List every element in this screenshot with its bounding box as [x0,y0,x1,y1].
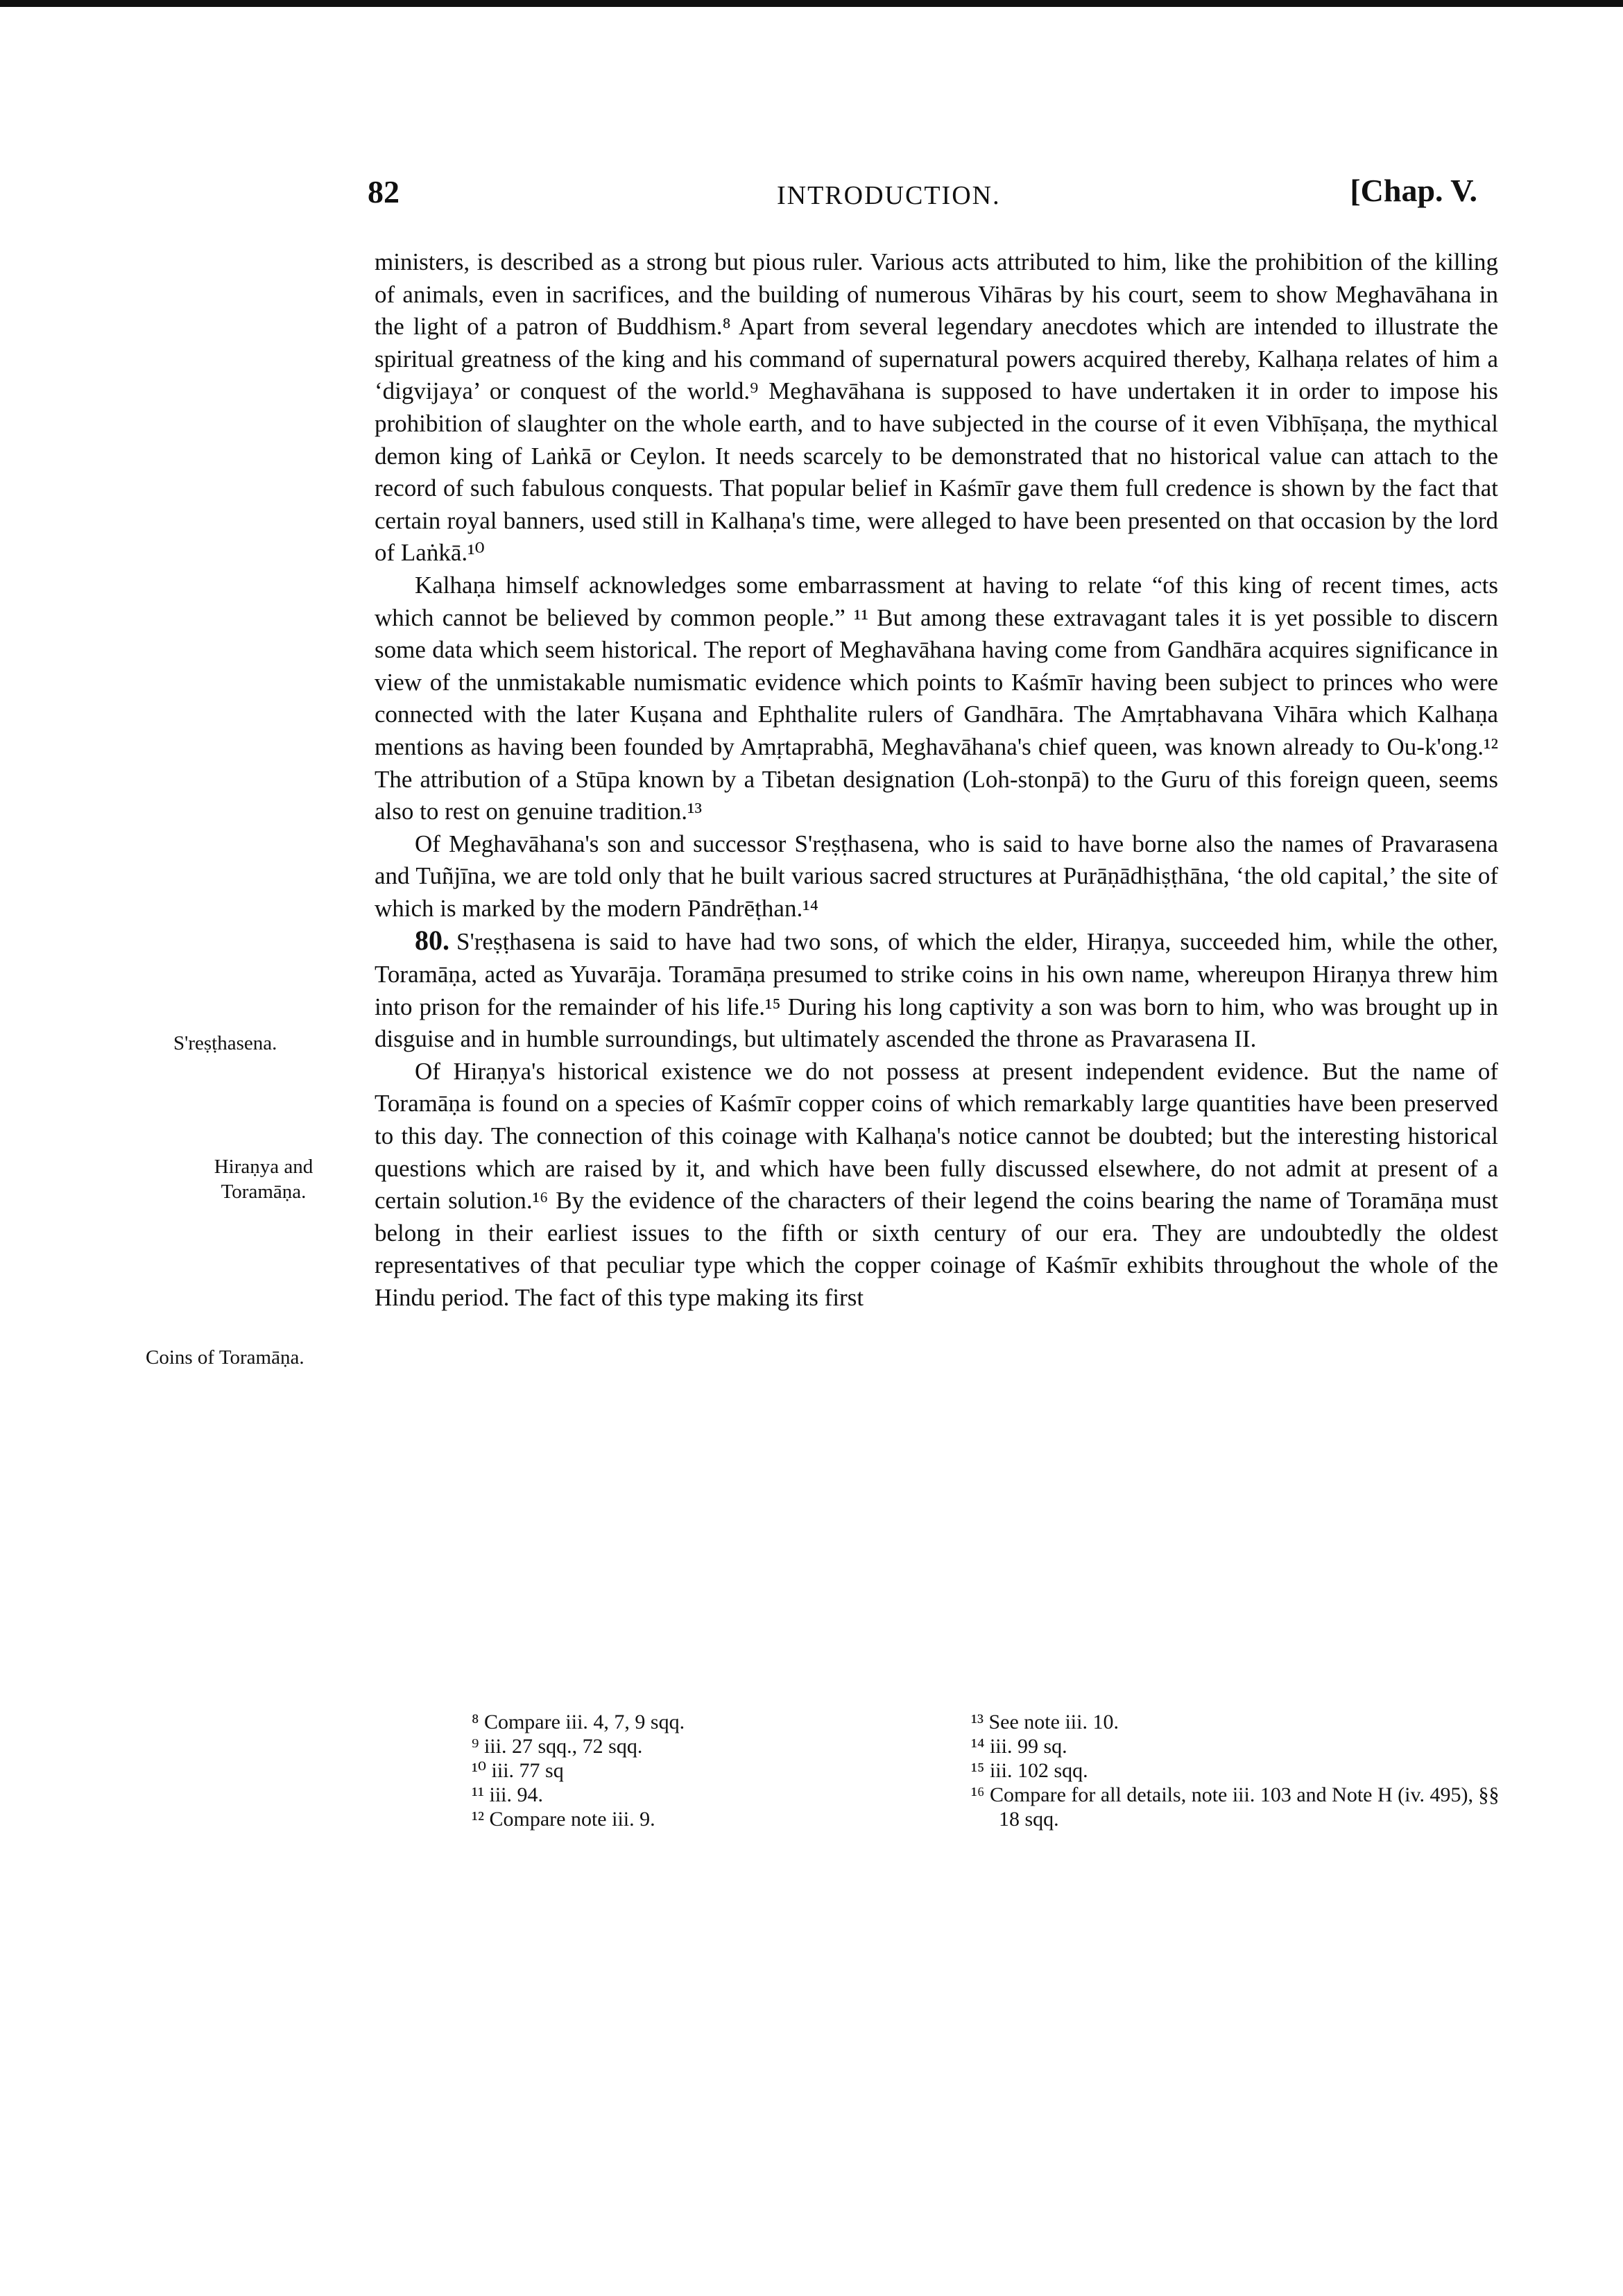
running-title: INTRODUCTION. [777,181,1001,210]
footnote-9: ⁹ iii. 27 sqq., 72 sqq. [472,1735,643,1758]
margin-note-coins: Coins of Toramāṇa. [146,1346,304,1369]
footnote-14: ¹⁴ iii. 99 sq. [971,1735,1067,1758]
footnote-13: ¹³ See note iii. 10. [971,1711,1119,1733]
footnote-16: ¹⁶ Compare for all details, note iii. 103 and Note H (iv. 495), §§ 18 sqq. [971,1783,1500,1831]
main-text [375,246,1498,1314]
footnotes-left-column [472,1710,957,1831]
paragraph-2: Kalhaṇa himself acknowledges some embarrassment at having to relate “of this king of recent times, acts which cannot be believed by common people.” ¹¹ But among these extravagant tales it is yet possible to discern some data which seem historical. The report of Meghavāhana having come from Gandhāra acquires significance in view of the unmistakable numismatic evidence which points to Kaśmīr having been subject to princes who were connected with the later Kuṣana and Ephthalite rulers of Gandhāra. The Amṛtabhavana Vihāra which Kalhaṇa mentions as having been founded by Amṛtaprabhā, Meghavāhana's chief queen, was known already to Ou-k'ong.¹² The attribution of a Stūpa known by a Tibetan designation (Loh-stonpā) to the Guru of this foreign queen, seems also to rest on genuine tradition.¹³ [375,571,1498,825]
paragraph-4 [375,925,1498,1055]
footnote-12: ¹² Compare note iii. 9. [472,1808,655,1831]
paragraph-5: Of Hiraṇya's historical existence we do not possess at present independent evidence. But the name of Toramāṇa is found on a species of Kaśmīr copper coins of which remarkably large quantities have been preserved to this day. The connection of this coinage with Kalhaṇa's notice cannot be doubted; but the interesting historical questions which are raised by it, and which have been fully discussed elsewhere, do not admit at present of a certain solution.¹⁶ By the evidence of the characters of their legend the coins bearing the name of Toramāṇa must belong in their earliest issues to the fifth or sixth century of our era. They are undoubtedly the oldest representatives of that peculiar type which the copper coinage of Kaśmīr exhibits throughout the whole of the Hindu period. The fact of this type making its first [375,1057,1498,1311]
paragraph-3: Of Meghavāhana's son and successor S'reṣṭhasena, who is said to have borne also the names of Pravarasena and Tuñjīna, we are told only that he built various sacred structures at Purāṇādhiṣṭhāna, ‘the old capital,’ the site of which is marked by the modern Pāndrēṭhan.¹⁴ [375,830,1498,922]
footnote-11: ¹¹ iii. 94. [472,1783,543,1806]
footnote-15: ¹⁵ iii. 102 sqq. [971,1759,1088,1782]
section-number: 80. [415,925,449,957]
margin-note-hiranya-line1: Hiraṇya and [214,1156,314,1178]
footnote-8: ⁸ Compare iii. 4, 7, 9 sqq. [472,1711,685,1733]
margin-note-hiranya [177,1154,350,1204]
page-number: 82 [368,174,400,209]
footnotes [472,1710,1512,1849]
page-header [361,166,1484,222]
paragraph-1: ministers, is described as a strong but pious ruler. Various acts attributed to him, like the prohibition of the killing of animals, even in sacrifices, and the building of numerous Vihāras by his court, seem to show Meghavāhana in the light of a patron of Buddhism.⁸ Apart from several legendary anecdotes which are intended to illustrate the spiritual greatness of the king and his command of supernatural powers acquired thereby, Kalhaṇa relates of him a ‘digvijaya’ or conquest of the world.⁹ Meghavāhana is supposed to have undertaken it in order to impose his prohibition of slaughter on the whole earth, and to have subjected in the course of it even Vibhīṣaṇa, the mythical demon king of Laṅkā or Ceylon. It needs scarcely to be demonstrated that no historical value can attach to the record of such fabulous conquests. That popular belief in Kaśmīr gave them full credence is shown by the fact that certain royal banners, used still in Kalhaṇa's time, were alleged to have been presented on that occasion by the lord of Laṅkā.¹⁰ [375,248,1498,567]
footnote-10: ¹⁰ iii. 77 sq [472,1759,564,1782]
margin-note-hiranya-line2: Toramāṇa. [221,1181,307,1203]
page-top-edge [0,0,1623,7]
margin-note-sresthasena: S'reṣṭhasena. [173,1032,277,1054]
chapter-label: [Chap. V. [1350,173,1477,208]
footnotes-right-column [971,1710,1512,1831]
paragraph-4-text: S'reṣṭhasena is said to have had two sons, of which the elder, Hiraṇya, succeeded him, while the other, Toramāṇa, acted as Yuvarāja. Toramāṇa presumed to strike coins in his own name, whereupon Hiraṇya threw him into prison for the remainder of his life.¹⁵ During his long captivity a son was born to him, who was brought up in disguise and in humble surroundings, but ultimately ascended the throne as Pravarasena II. [375,928,1498,1053]
